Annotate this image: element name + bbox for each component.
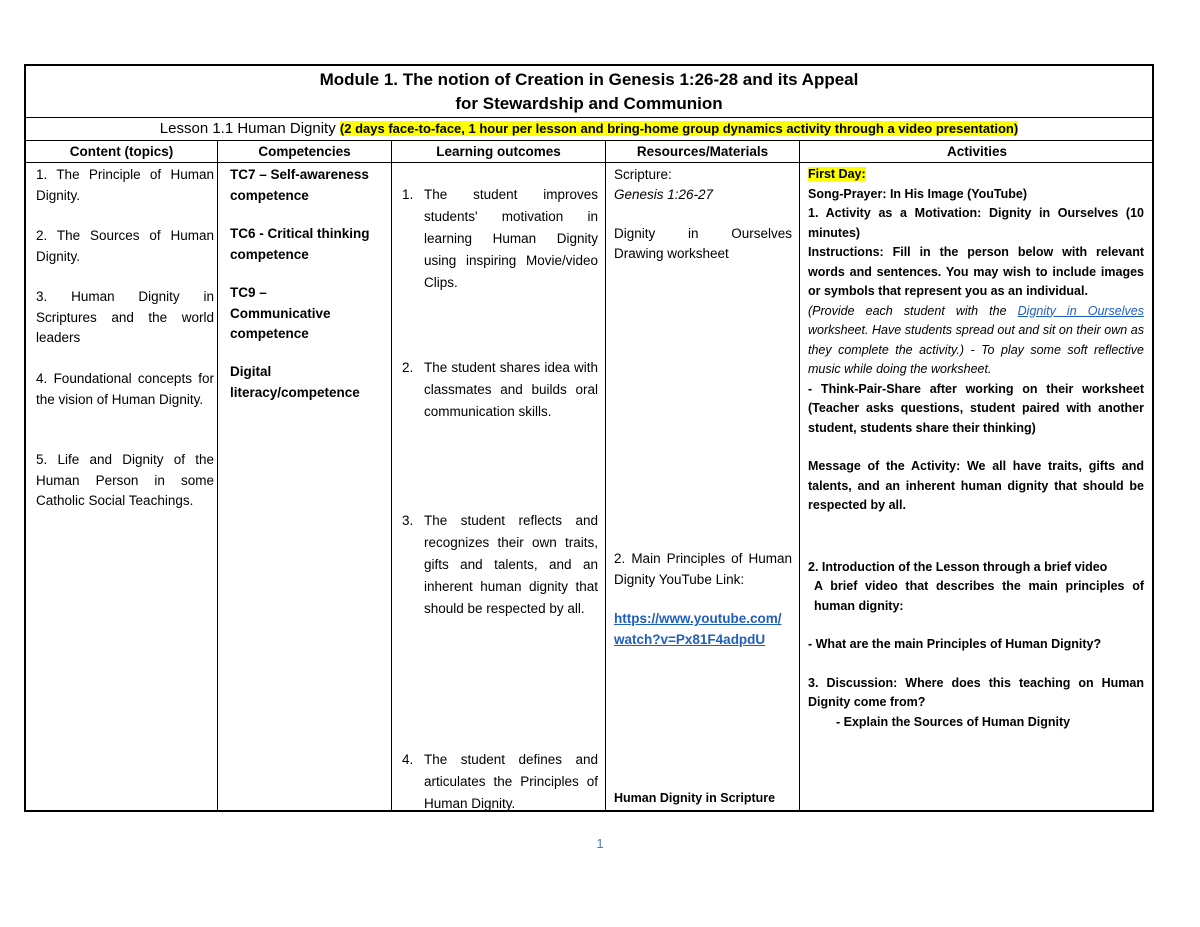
main-principles-question: - What are the main Principles of Human Dignity? <box>808 637 1102 651</box>
lesson-title-row <box>26 118 1152 141</box>
discussion: 3. Discussion: Where does this teaching on Human Dignity come from? <box>808 675 1144 709</box>
content-topics-cell <box>26 163 217 810</box>
lesson-plan-table <box>24 64 1154 812</box>
module-title <box>26 66 1152 118</box>
competency-item: TC6 - Critical thinking competence <box>230 226 370 262</box>
worksheet-title: Dignity in Ourselves <box>614 226 792 241</box>
topic-item: 2. The Sources of Human Dignity. <box>36 228 214 264</box>
scripture-reference: Genesis 1:26-27 <box>614 187 714 202</box>
topic-item: 3. Human Dignity in Scriptures and the world leaders <box>36 289 214 345</box>
worksheet-subtitle: Drawing worksheet <box>614 246 729 261</box>
resources-cell <box>606 163 799 810</box>
topic-item: 4. Foundational concepts for the vision of Human Dignity. <box>36 371 214 407</box>
youtube-link[interactable]: https://www.youtube.com/ watch?v=Px81F4adpdU <box>614 611 782 647</box>
scripture-resource: Human Dignity in Scripture <box>614 791 776 805</box>
lesson-duration-note: (2 days face-to-face, 1 hour per lesson and bring-home group dynamics activity through a video presentation) <box>339 121 1019 136</box>
outcome-item: 3. The student reflects and recognizes their own traits, gifts and talents, and an inherent human dignity that should be respected by all. <box>402 513 598 616</box>
module-title-line2: for Stewardship and Communion <box>455 94 723 113</box>
header-resources: Resources/Materials <box>636 144 769 159</box>
table-header-row <box>26 141 1152 163</box>
provide-note: (Provide each student with the Dignity in Ourselves worksheet. Have students spread out and sit on their own as they complete the activity.) - To play some soft reflective music while doing the worksheet. <box>808 303 1144 376</box>
video-description: A brief video that describes the main principles of human dignity: <box>814 579 1144 613</box>
first-day-label: First Day: <box>808 167 866 181</box>
video-resource: 2. Main Principles of Human Dignity YouTube Link: <box>614 551 792 587</box>
outcome-item: 1. The student improves students' motivation in learning Human Dignity using inspiring Movie/video Clips. <box>402 187 598 290</box>
song-prayer: Song-Prayer: In His Image (YouTube) <box>808 186 1028 201</box>
header-content: Content (topics) <box>69 144 174 159</box>
header-competencies: Competencies <box>258 144 351 159</box>
page-number: 1 <box>596 836 604 851</box>
activity-message: Message of the Activity: We all have traits, gifts and talents, and an inherent human dignity that should be respected by all. <box>808 459 1144 512</box>
learning-outcomes-cell <box>392 163 605 810</box>
explain-sources: - Explain the Sources of Human Dignity <box>836 714 1071 729</box>
topic-item: 5. Life and Dignity of the Human Person in some Catholic Social Teachings. <box>36 452 214 508</box>
lesson-title: Lesson 1.1 Human Dignity <box>159 120 336 137</box>
dignity-worksheet-link[interactable]: Dignity in Ourselves <box>1017 303 1144 318</box>
module-title-line1: Module 1. The notion of Creation in Genesis 1:26-28 and its Appeal <box>319 70 859 89</box>
activities-content <box>808 165 1144 732</box>
scripture-label: Scripture: <box>614 167 672 182</box>
outcome-item: 4. The student defines and articulates the Principles of Human Dignity. <box>402 752 598 811</box>
competency-item: TC9 – Communicative competence <box>230 285 331 341</box>
outcome-item: 2. The student shares idea with classmates and builds oral communication skills. <box>402 360 598 419</box>
competency-item: Digital literacy/competence <box>230 364 360 400</box>
header-outcomes: Learning outcomes <box>436 144 561 159</box>
topic-item: 1. The Principle of Human Dignity. <box>36 167 214 203</box>
lesson-introduction: 2. Introduction of the Lesson through a brief video <box>808 559 1108 574</box>
think-pair-share: - Think-Pair-Share after working on their worksheet (Teacher asks questions, student paired with another student, students share their thinking) <box>808 381 1144 435</box>
activity-1: 1. Activity as a Motivation: Dignity in Ourselves (10 minutes) <box>808 206 1144 240</box>
competencies-cell <box>218 163 391 810</box>
competency-item: TC7 – Self-awareness competence <box>230 167 369 203</box>
header-activities: Activities <box>946 144 1008 159</box>
instructions: Instructions: Fill in the person below with relevant words and sentences. You may wish to include images or symbols that represent you as an individual. <box>808 245 1144 298</box>
activities-cell <box>800 163 1154 810</box>
